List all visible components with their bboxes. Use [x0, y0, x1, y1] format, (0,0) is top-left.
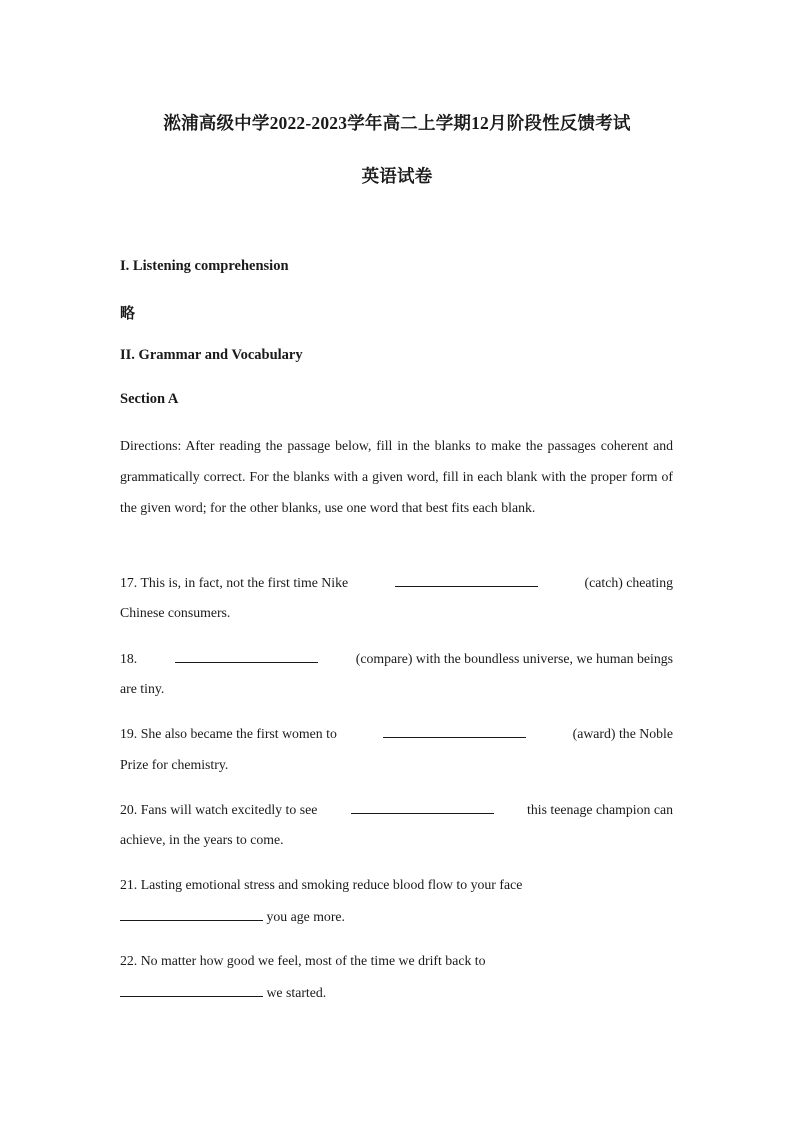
q19-text-before: 19. She also became the first women to	[120, 726, 337, 741]
question-17-line-2: Chinese consumers.	[120, 605, 231, 620]
q19-text-after: (award) the Noble	[572, 726, 673, 741]
q20-answer-blank[interactable]	[351, 801, 494, 814]
q20-text-before: 20. Fans will watch excitedly to see	[120, 802, 318, 817]
question-20-line-2: achieve, in the years to come.	[120, 832, 284, 847]
q17-answer-blank[interactable]	[395, 574, 538, 587]
q17-text-before: 17. This is, in fact, not the first time Nike	[120, 575, 349, 590]
listening-omitted-note: 略	[120, 306, 136, 322]
q17-text-after: (catch) cheating	[584, 575, 673, 590]
question-22-line-1: 22. No matter how good we feel, most of the time we drift back to	[120, 953, 486, 968]
question-21-line-1: 21. Lasting emotional stress and smoking reduce blood flow to your face	[120, 877, 523, 892]
question-22-line-2	[120, 984, 673, 1004]
question-18-line-2: are tiny.	[120, 681, 165, 696]
q18-text-after: (compare) with the boundless universe, we human beings	[355, 651, 673, 666]
q18-number: 18.	[120, 651, 138, 666]
q18-answer-blank[interactable]	[175, 650, 318, 663]
q19-answer-blank[interactable]	[383, 725, 526, 738]
q20-text-after: this teenage champion can	[527, 802, 673, 817]
question-19-line-2: Prize for chemistry.	[120, 757, 229, 772]
q22-answer-blank[interactable]	[120, 984, 263, 997]
exam-title: 淞浦高级中学2022-2023学年高二上学期12月阶段性反馈考试	[163, 113, 631, 133]
section-a-heading: Section A	[120, 391, 179, 407]
question-21-line-2	[120, 908, 673, 928]
q21-text-after: you age more.	[266, 909, 345, 924]
question-17-line-1	[120, 574, 673, 594]
q21-answer-blank[interactable]	[120, 908, 263, 921]
section-heading-listening: I. Listening comprehension	[120, 258, 289, 274]
directions-paragraph: Directions: After reading the passage below, fill in the blanks to make the passages coherent and grammatically correct. For the blanks with a given word, fill in each blank with the proper form of the given word; for the other blanks, use one word that best fits each blank.	[120, 438, 673, 515]
exam-subtitle: 英语试卷	[361, 166, 433, 186]
question-18-line-1	[120, 650, 673, 670]
q22-text-after: we started.	[266, 985, 327, 1000]
question-20-line-1	[120, 801, 673, 821]
section-heading-grammar: II. Grammar and Vocabulary	[120, 347, 303, 363]
question-19-line-1	[120, 725, 673, 745]
